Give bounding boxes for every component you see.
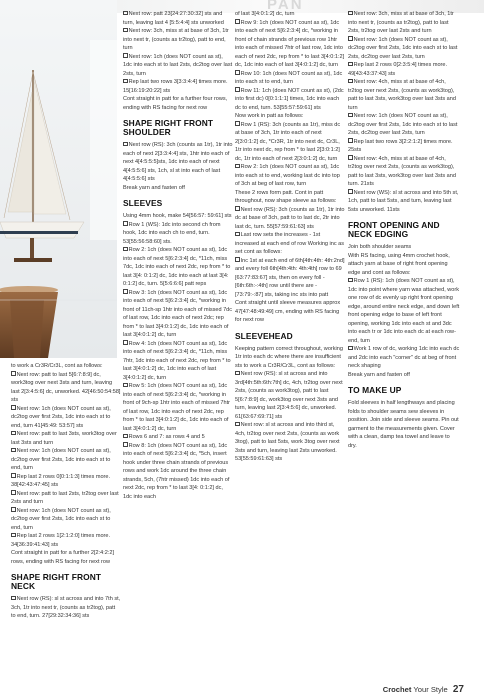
- instruction-body: Row 1 (RS): 3ch (counts as 1tr), miss dc at base of 3ch, 1tr into each of next 2[3:0:1:2] dc, *Cr3R, 1tr into next dc, Cr3L, 1tr into next dc, rep from * to last 2[3:0:1:2] dc, 1tr into each of next 2[3:0:1:2] dc, turn: [235, 121, 341, 162]
- column-1: [11, 362, 121, 621]
- section-heading: SLEEVEHEAD: [235, 330, 293, 341]
- instruction-row: [235, 231, 345, 257]
- checkbox-icon: [123, 340, 128, 345]
- checkbox-icon: [235, 206, 240, 211]
- instruction-body: Next row (RS): 3ch (counts as 1tr), 1tr into dc at base of 3ch, patt to to last dc, 2tr into last dc, turn. 55[57:59:61:63] sts: [235, 206, 345, 230]
- section-heading: SHAPE RIGHT FRONT SHOULDER: [123, 118, 214, 137]
- checkbox-icon: [235, 232, 240, 237]
- instruction-body: Rep last 2 rows 1[2:1:2:0] times more. 34[36:39:41:43] sts: [11, 533, 111, 548]
- checkbox-icon: [123, 79, 128, 84]
- instruction-body: Next row: patt 23[24:27:30:32] sts and turn, leaving last 4 [5:5:4:4] sts unworked: [123, 11, 224, 26]
- instruction-body: Row 1 (WS): 1dc into second ch from hook, 1dc into each ch to end, turn. 53[55:56:58:60] sts.: [123, 221, 221, 245]
- checkbox-icon: [11, 596, 16, 601]
- instruction-row: [123, 289, 233, 340]
- instruction-body: Next row: patt to last 3sts, work3tog over last 3sts and turn: [11, 431, 117, 446]
- instruction-text: [348, 252, 460, 278]
- instruction-row: [11, 405, 121, 431]
- instruction-body: Next row (RS): sl st across and into 7th st, 3ch, 1tr into next tr, (counts as tr2tog), patt to end, turn. 27[29:32:34:36] sts: [11, 596, 121, 619]
- instruction-text: [235, 189, 345, 206]
- instruction-row: [235, 163, 345, 189]
- instruction-row: [11, 430, 121, 447]
- instruction-body: Join both shoulder seams: [348, 244, 412, 250]
- checkbox-icon: [348, 278, 353, 283]
- instruction-body: Next row: 4ch, miss st at base of 4ch, tr2tog over next 2sts, (counts as work3tog), patt to last 3sts, work3tog over last 3sts and turn: [348, 79, 456, 111]
- instruction-body: Fold sleeves in half lengthways and placing folds to shoulder seams sew sleeves in position. Join side and sleeve seams. Pin out garment to the measurements given. Cover with a clean, damp tea towel and leave to dry.: [348, 400, 459, 449]
- instruction-body: Row 4: 1ch (does NOT count as st), 1dc into each of next 5[6:2:3:4] dc, *11ch, miss 7htr, 1dc into each of next 2dc, rep from * to last 3[4:0:1:2] dc, 1dc into each of last 3[4:0:1:2] dc, turn: [123, 340, 231, 381]
- checkbox-icon: [235, 70, 240, 75]
- instruction-body: Row 3: 1ch (does NOT count as st), 1dc into each of next 5[6:2:3:4] dc, *working in front of 11ch-sp 1htr into each of missed 7dc of last row, 1dc into each of next 2dc; rep from * to last 3[4:0:1:2] dc, 1dc into each of last 3[4:0:1:2] dc, turn: [123, 289, 233, 338]
- instruction-row: [123, 340, 233, 383]
- checkbox-icon: [123, 289, 128, 294]
- checkbox-icon: [123, 247, 128, 252]
- instruction-text: [123, 184, 233, 193]
- instruction-row: [123, 53, 233, 79]
- checkbox-icon: [123, 442, 128, 447]
- instruction-row: [123, 433, 233, 442]
- checkbox-icon: [123, 383, 128, 388]
- instruction-body: Inc 1st at each end of 6th[4th:4th: 4th:2nd] and every foll 6th[4th:4th: 4th:4th] row to 69 [63:77:83:67] sts, then on every foll - [6th:6th:-:4th] row until there are -[73:79:-:87] sts, taking inc sts into patt: [235, 257, 345, 298]
- checkbox-icon: [11, 405, 16, 410]
- instruction-row: [235, 370, 345, 421]
- instruction-text: [11, 362, 121, 371]
- checkbox-icon: [11, 473, 16, 478]
- magazine-name: Crochet: [382, 685, 412, 694]
- instruction-text: [123, 212, 233, 221]
- instruction-row: [123, 10, 233, 27]
- checkbox-icon: [123, 434, 128, 439]
- instruction-row: [235, 421, 345, 464]
- instruction-row: [348, 78, 460, 112]
- checkbox-icon: [348, 113, 353, 118]
- instruction-body: Next row: sl st across and into third st, 4ch, tr2tog over next 2sts, (counts as work 3tog), patt to last 5sts, work 3tog over next 3sts and turn, leaving last 2sts unworked. 53[55:59:61:63] sts: [235, 422, 340, 462]
- instruction-row: [11, 447, 121, 473]
- instruction-body: Next row: 1ch (does NOT count as st), dc2tog over first 2sts, 1dc into each st to last 2sts, dc2tog over last 2sts, turn: [348, 36, 458, 60]
- instruction-row: [123, 141, 233, 184]
- page-footer: [383, 684, 464, 695]
- instruction-row: [348, 155, 460, 189]
- instruction-body: Cont straight until sleeve measures approx 47[47:48:49:49] cm, ending with RS facing for next row: [235, 300, 341, 323]
- instruction-row: [123, 78, 233, 95]
- header-title-fragment: PAN: [267, 0, 304, 13]
- instruction-row: [123, 221, 233, 247]
- checkbox-icon: [348, 79, 353, 84]
- instruction-body: Cont straight in patt for a further 2[2:4:2:2] rows, ending with RS facing for next row: [11, 550, 114, 565]
- instruction-body: of last 3[4:0:1:2] dc, turn: [235, 11, 295, 17]
- instruction-row: [123, 442, 233, 502]
- checkbox-icon: [123, 11, 128, 16]
- instruction-body: Next row (RS): 3ch (counts as 1tr), 1tr into each of next 2[3:3:4:4] sts, 1htr into each of next 4[4:5:5:5]sts, 1dc into each of next 4[4:5:5:6] sts, 1ch, sl st into each of last 4[4:5:5:6] sts: [123, 142, 233, 182]
- checkbox-icon: [348, 189, 353, 194]
- section-heading: SLEEVES: [123, 198, 163, 208]
- instruction-row: [235, 87, 345, 113]
- section-heading: TO MAKE UP: [348, 385, 402, 395]
- sailboat-illustration: [0, 0, 117, 358]
- checkbox-icon: [11, 507, 16, 512]
- instruction-row: [235, 19, 345, 70]
- instruction-body: Rep last two rows 3[3:3:4:4] times more. 15[16:19:20:22] sts: [123, 79, 228, 94]
- instruction-body: Cont straight in patt for a further four rows, ending with RS facing for next row: [123, 96, 228, 111]
- instruction-body: Break yarn and fasten off: [123, 184, 185, 191]
- instruction-body: Row 5: 1ch (does NOT count as st), 1dc into each of next 5[6:2:3:4] dc, *working in front of 9ch-sp 1htr into each of missed 7htr of last row, 1dc into each of next 2dc, rep from * to last 3[4:0:1:2] dc, 1dc into each of last 3[4:0:1:2] dc, turn: [123, 383, 230, 432]
- checkbox-icon: [235, 121, 240, 126]
- instruction-row: [123, 246, 233, 289]
- checkbox-icon: [123, 221, 128, 226]
- checkbox-icon: [11, 533, 16, 538]
- instruction-body: These 2 rows form patt. Cont in patt throughout, now shape sleeve as follows:: [235, 189, 337, 204]
- checkbox-icon: [11, 448, 16, 453]
- instruction-body: Row 8: 1ch (does NOT count as st), 1dc into each of next 5[6:2:3:4] dc, *5ch, insert hook under three chain strands of previous rows and work 1dc around the three chain strands, 5ch, (7htr missed) 1dc into each of next 2dc, rep from * to last 3[4: 0:1:2] dc, 1dc into each: [123, 442, 230, 500]
- instruction-row: [235, 257, 345, 300]
- instruction-text: [235, 345, 345, 371]
- instruction-body: Rep last two rows 3[2:2:1:2] times more. 25sts: [348, 138, 453, 153]
- section-heading: SHAPE RIGHT FRONT NECK: [11, 572, 102, 591]
- instruction-text: [348, 399, 460, 450]
- instruction-row: [348, 345, 460, 371]
- checkbox-icon: [123, 142, 128, 147]
- instruction-body: Row 1 (RS): 1ch (does NOT count as st), 1dc into point where yarn was attached, work one row of dc evenly up right front opening edge, around entire neck edge, and down left front opening edge to base of left front opening, working 1dc into each st and 3dc into each tr or 1dc into each dc at each row-end, turn: [348, 278, 460, 344]
- instruction-body: Last row sets the increases - 1st increased at each end of row Working inc as set cont as follows:: [235, 232, 345, 255]
- instruction-body: Row 11: 1ch (does NOT count as st), (2dc into first dc) 0[0:1:1:1] times, 1dc into each dc to end, turn. 53[55:57:59:61] sts: [235, 87, 344, 111]
- instruction-row: [348, 277, 460, 345]
- instruction-row: [123, 382, 233, 433]
- instruction-body: Next row (RS): sl st across and into 3rd[4th:5th:6th:7th] dc, 4ch, tr2tog over next 2sts, (counts as work3tog), patt to last 5[6:7:8:9] dc, work3tog over next 3sts and turn, leaving last 2[3:4:5:6] dc, unworked. 61[63:67:69:71] sts: [235, 371, 343, 420]
- instruction-body: Work 1 row of dc, working 1dc into each dc and 2dc into each "corner" dc at beg of front neck shaping: [348, 346, 460, 369]
- instruction-text: [348, 243, 460, 252]
- checkbox-icon: [11, 490, 16, 495]
- instruction-row: [235, 121, 345, 164]
- instruction-body: Next row: 4ch, miss st at base of 4ch, tr2tog over next 2sts, (counts as work3tog), patt to last 3sts, work3tog over last 3sts and turn. 21sts: [348, 155, 456, 187]
- instruction-text: [11, 549, 121, 566]
- checkbox-icon: [348, 138, 353, 143]
- instruction-body: Next row: patt to last 5[6:7:8:9] dc, work3tog over next 3sts and turn, leaving last 2[3:4:5:6] dc, unworked. 42[46:50:54:58] sts: [11, 371, 121, 403]
- instruction-text: [235, 10, 345, 19]
- checkbox-icon: [123, 53, 128, 58]
- instruction-body: Next row: patt to last 2sts, tr2tog over last 2sts and turn: [11, 490, 119, 505]
- instruction-row: [348, 10, 460, 36]
- checkbox-icon: [348, 11, 353, 16]
- instruction-row: [11, 507, 121, 533]
- section-heading: FRONT OPENING AND NECK EDGING: [348, 220, 440, 239]
- instruction-row: [235, 70, 345, 87]
- checkbox-icon: [235, 19, 240, 24]
- instruction-row: [11, 473, 121, 490]
- checkbox-icon: [235, 87, 240, 92]
- instruction-row: [11, 532, 121, 549]
- instruction-body: Next row: 1ch (does NOT count as st), dc2tog over first 2sts, 1dc into each st to end, turn: [11, 507, 111, 531]
- checkbox-icon: [348, 346, 353, 351]
- instruction-text: [235, 299, 345, 325]
- column-3: [235, 10, 345, 464]
- instruction-body: to work a Cr3R/Cr3L, cont as follows:: [11, 363, 103, 369]
- instruction-body: Now work in patt as follows:: [235, 113, 304, 119]
- checkbox-icon: [235, 257, 240, 262]
- column-2: [123, 10, 233, 501]
- instruction-row: [348, 138, 460, 155]
- instruction-body: Row 9: 1ch (does NOT count as st), 1dc into each of next 5[6:2:3:4] dc, *working in front of chain strands of previous row 1htr into each of missed 7htr of last row, 1dc into each of next 2dc, rep from * to last 3[4:0:1:2] dc, 1dc into each of last 3[4:0:1:2] dc, turn: [235, 19, 345, 68]
- checkbox-icon: [235, 164, 240, 169]
- column-4: [348, 10, 460, 450]
- instruction-row: [123, 27, 233, 53]
- checkbox-icon: [235, 371, 240, 376]
- sailboat-photo: [0, 0, 117, 358]
- checkbox-icon: [11, 371, 16, 376]
- instruction-body: Rep last 2 rows 0[0:1:1:3] times more. 38[42:43:47:45] sts: [11, 473, 111, 488]
- instruction-body: Break yarn and fasten off: [348, 371, 410, 378]
- instruction-body: Row 2: 1ch (does NOT count as st), 1dc into each of next 5[6:2:3:4] dc, *11ch, miss 7dc, 1dc into each of next 2dc, rep from * to last 3[4: 0:1:2] dc, 1dc into each at last 3[4: 0:1:2] dc, turn. 5[5:6:6:6] patt reps: [123, 247, 231, 287]
- checkbox-icon: [235, 422, 240, 427]
- instruction-text: [235, 112, 345, 121]
- instruction-body: Rep last 2 rows 0[2:3:5:4] times more. 49[43:43:37:43] sts: [348, 62, 448, 77]
- instruction-row: [11, 371, 121, 405]
- instruction-body: Next row (WS): sl st across and into 5th st, 1ch, patt to last 5sts, and turn, leaving last 5sts unworked. 11sts: [348, 189, 459, 213]
- instruction-body: Row 2: 1ch (does NOT count as st), 1dc into each st to end, working last dc into top of 3ch at beg of last row, turn: [235, 164, 340, 187]
- checkbox-icon: [348, 155, 353, 160]
- checkbox-icon: [348, 62, 353, 67]
- magazine-tagline: Your Style: [413, 685, 448, 694]
- instruction-row: [11, 490, 121, 507]
- instruction-row: [348, 189, 460, 215]
- instruction-body: Next row: 1ch (does NOT count as st), dc2tog over first 2sts, 1dc into each st to end, turn: [11, 448, 111, 471]
- instruction-body: Next row: 1ch (does NOT count as st), 1dc into each st to last 2sts, dc2tog over last 2sts, turn: [123, 53, 233, 77]
- instruction-body: Next row: 3ch, miss st at base of 3ch, 1tr into next tr, (counts as tr2tog), patt to last 2sts, tr2tog over last 2sts and turn: [348, 11, 454, 34]
- instruction-text: [123, 95, 233, 112]
- instruction-row: [11, 595, 121, 621]
- instruction-body: With RS facing, using 4mm crochet hook, attach yarn at base of right front opening edge and cont as follows:: [348, 252, 450, 276]
- instruction-body: Next row: 1ch (does NOT count as st), dc2tog over first 2sts, 1dc into each st to end, turn 41[45:49: 53:57] sts: [11, 405, 111, 429]
- checkbox-icon: [348, 36, 353, 41]
- instruction-row: [235, 206, 345, 232]
- page-number: 27: [452, 684, 464, 695]
- instruction-row: [348, 112, 460, 138]
- instruction-body: Next row: 3ch, miss st at base of 3ch, 1tr into next tr, (counts as tr2tog), patt to end, turn: [123, 28, 229, 51]
- instruction-text: [348, 371, 460, 380]
- instruction-body: Row 10: 1ch (does NOT count as st), 1dc into each st to end, turn: [235, 70, 343, 85]
- instruction-body: Next row: 1ch (does NOT count as st), dc2tog over first 2sts, 1dc into each st to last 2sts, dc2tog over last 2sts, turn: [348, 113, 458, 136]
- checkbox-icon: [11, 431, 16, 436]
- instruction-row: [348, 36, 460, 62]
- instruction-row: [348, 61, 460, 78]
- checkbox-icon: [123, 28, 128, 33]
- instruction-body: Rows 6 and 7: as rows 4 and 5: [128, 434, 205, 440]
- instruction-body: Using 4mm hook, make 54[56:57: 59:61] sts: [123, 213, 232, 219]
- instruction-body: Keeping pattern correct throughout, working 1tr into each dc where there are insufficient sts to work a Cr3R/Cr3L, cont as follows:: [235, 345, 343, 369]
